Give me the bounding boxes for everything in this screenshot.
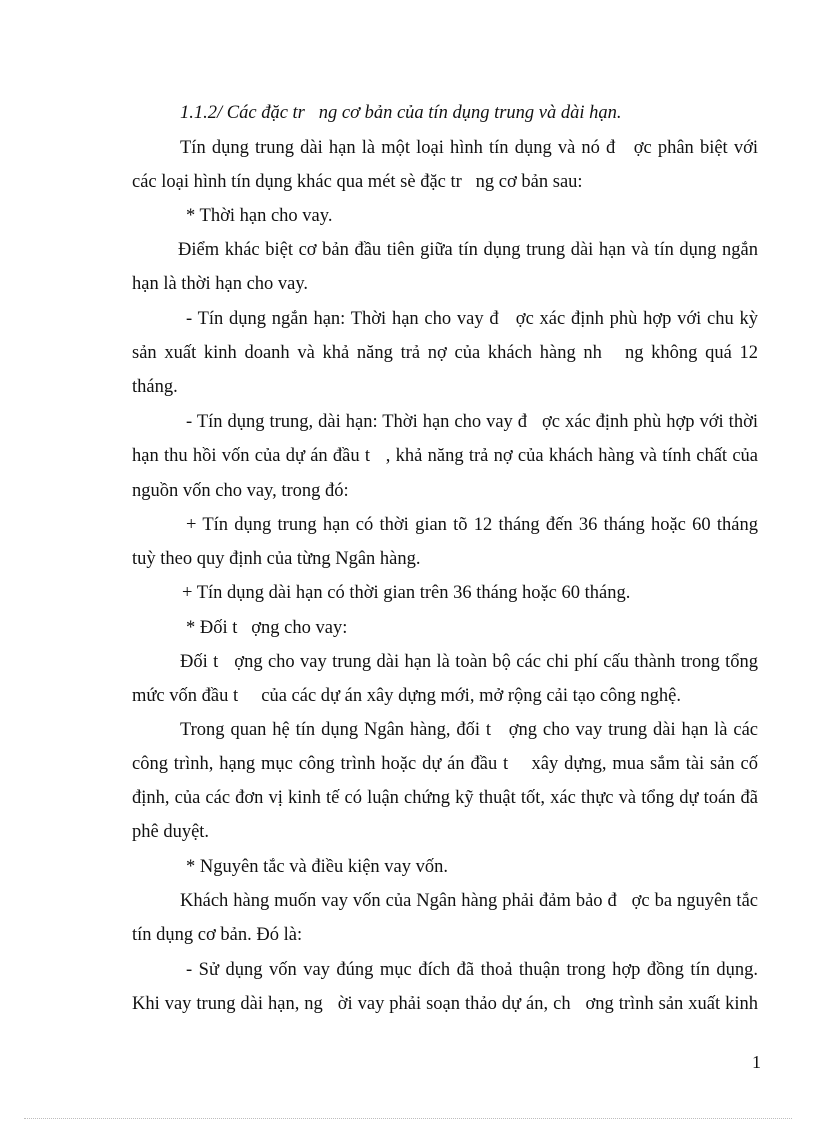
paragraph-line: Khi vay trung dài hạn, ng ời vay phải soạn thảo dự án, ch ơng trình sản xuất kinh: [132, 994, 758, 1014]
subheading-line: * Nguyên tắc và điều kiện vay vốn.: [186, 857, 449, 877]
paragraph-line: Tín dụng trung dài hạn là một loại hình tín dụng và nó đ ợc phân biệt với: [180, 138, 758, 158]
paragraph-line: Đối t ợng cho vay trung dài hạn là toàn bộ các chi phí cấu thành trong tổng: [180, 652, 758, 672]
section-heading: 1.1.2/ Các đặc tr ng cơ bản của tín dụng trung và dài hạn.: [180, 103, 622, 123]
page-number: 1: [752, 1052, 761, 1072]
paragraph-line: sản xuất kinh doanh và khả năng trả nợ của khách hàng nh ng không quá 12: [132, 343, 758, 363]
paragraph-line: hạn thu hồi vốn của dự án đầu t , khả năng trả nợ của khách hàng và tính chất của: [132, 446, 758, 466]
paragraph-line: - Tín dụng ngắn hạn: Thời hạn cho vay đ ợc xác định phù hợp với chu kỳ: [186, 309, 758, 329]
paragraph-line: Khách hàng muốn vay vốn của Ngân hàng phải đảm bảo đ ợc ba nguyên tắc: [180, 891, 758, 911]
subheading-line: * Thời hạn cho vay.: [186, 206, 333, 226]
paragraph-line: hạn là thời hạn cho vay.: [132, 274, 309, 294]
paragraph-line: Điểm khác biệt cơ bản đầu tiên giữa tín dụng trung dài hạn và tín dụng ngắn: [178, 240, 758, 260]
paragraph-line: + Tín dụng dài hạn có thời gian trên 36 tháng hoặc 60 tháng.: [182, 583, 631, 603]
paragraph-line: tín dụng cơ bản. Đó là:: [132, 925, 303, 945]
paragraph-line: Trong quan hệ tín dụng Ngân hàng, đối t ợng cho vay trung dài hạn là các: [180, 720, 758, 740]
paragraph-line: mức vốn đầu t của các dự án xây dựng mới, mở rộng cải tạo công nghệ.: [132, 686, 681, 706]
subheading-line: * Đối t ợng cho vay:: [186, 618, 348, 638]
paragraph-line: + Tín dụng trung hạn có thời gian tõ 12 tháng đến 36 tháng hoặc 60 tháng: [186, 515, 758, 535]
footer-divider: [24, 1118, 792, 1119]
paragraph-line: các loại hình tín dụng khác qua mét sè đặc tr ng cơ bản sau:: [132, 172, 583, 192]
paragraph-line: công trình, hạng mục công trình hoặc dự án đầu t xây dựng, mua sắm tài sản cố: [132, 754, 758, 774]
paragraph-line: tháng.: [132, 377, 178, 397]
paragraph-line: định, của các đơn vị kinh tế có luận chứng kỹ thuật tốt, xác thực và tổng dự toán đã: [132, 788, 758, 808]
paragraph-line: - Sử dụng vốn vay đúng mục đích đã thoả thuận trong hợp đồng tín dụng.: [186, 960, 758, 980]
paragraph-line: tuỳ theo quy định của từng Ngân hàng.: [132, 549, 421, 569]
paragraph-line: phê duyệt.: [132, 822, 210, 842]
paragraph-line: nguồn vốn cho vay, trong đó:: [132, 481, 349, 501]
paragraph-line: - Tín dụng trung, dài hạn: Thời hạn cho vay đ ợc xác định phù hợp với thời: [186, 412, 758, 432]
